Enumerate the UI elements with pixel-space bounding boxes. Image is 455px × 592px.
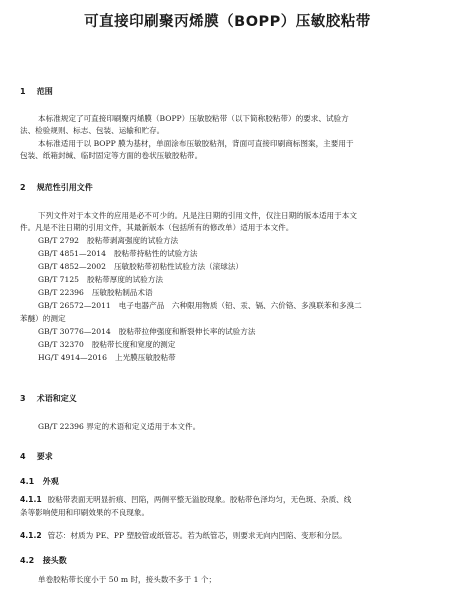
scope-paragraph-1-line-1: 本标准规定了可直接印刷聚丙烯膜（BOPP）压敏胶粘带（以下简称胶粘带）的要求、试验方 bbox=[38, 114, 349, 123]
clause-number: 4.1.2 bbox=[20, 531, 42, 540]
joints-paragraph: 单卷胶粘带长度小于 50 m 时，接头数不多于 1 个； bbox=[38, 575, 217, 584]
reference-code: GB/T 22396 bbox=[38, 288, 84, 297]
reference-title: 胶粘带持粘性的试验方法 bbox=[113, 249, 198, 258]
reference-item bbox=[38, 248, 197, 261]
reference-item bbox=[38, 261, 243, 274]
scope-paragraph-2-line-2: 包装、纸箱封缄、临时固定等方面的卷状压敏胶粘带。 bbox=[20, 151, 203, 160]
reference-item bbox=[38, 274, 163, 287]
terms-paragraph: GB/T 22396 界定的术语和定义适用于本文件。 bbox=[38, 422, 201, 431]
scope-paragraph-2-line-1: 本标准适用于以 BOPP 膜为基材，单面涂布压敏胶粘剂，背面可直接印刷商标图案，主要用于 bbox=[38, 139, 354, 148]
reference-title: 胶粘带长度和宽度的测定 bbox=[91, 340, 176, 349]
section-number: 1 bbox=[20, 87, 26, 96]
section-1-heading bbox=[20, 86, 53, 97]
section-2-heading bbox=[20, 182, 93, 193]
section-number: 4 bbox=[20, 452, 26, 461]
subsection-4-1-heading bbox=[20, 476, 59, 487]
reference-item-continuation bbox=[20, 313, 66, 326]
reference-title: 电子电器产品 六种限用物质（铅、汞、镉、六价铬、多溴联苯和多溴二 bbox=[118, 301, 362, 310]
subsection-4-2-heading bbox=[20, 555, 67, 566]
section-4-heading bbox=[20, 451, 53, 462]
section-3-heading bbox=[20, 393, 77, 404]
clause-text: 胶粘带表面无明显折痕、凹陷，两侧平整无溢胶现象。胶粘带色泽均匀，无色斑、杂质、线 bbox=[47, 495, 352, 504]
subsection-number: 4.1 bbox=[20, 477, 35, 486]
clause-4-1-1-line-2: 条等影响使用和印刷效果的不良现象。 bbox=[20, 508, 150, 517]
clause-4-1-2 bbox=[20, 530, 347, 543]
section-title: 范围 bbox=[36, 87, 53, 96]
reference-title: 压敏胶粘制品术语 bbox=[91, 288, 153, 297]
subsection-number: 4.2 bbox=[20, 556, 35, 565]
reference-title: 胶粘带拉伸强度和断裂伸长率的试验方法 bbox=[118, 327, 256, 336]
reference-title: 压敏胶粘带初粘性试验方法（滚球法） bbox=[113, 262, 244, 271]
reference-item bbox=[38, 352, 176, 365]
reference-code: GB/T 7125 bbox=[38, 275, 80, 284]
subsection-title: 外观 bbox=[42, 477, 59, 486]
reference-code: GB/T 4851—2014 bbox=[38, 249, 106, 258]
reference-title: 胶粘带厚度的试验方法 bbox=[87, 275, 163, 284]
reference-title: 苯醚）的测定 bbox=[20, 314, 66, 323]
reference-title: 胶粘带剥离强度的试验方法 bbox=[87, 236, 179, 245]
reference-item bbox=[38, 339, 175, 352]
subsection-title: 接头数 bbox=[42, 556, 67, 565]
reference-title: 上光膜压敏胶粘带 bbox=[114, 353, 176, 362]
document-title: 可直接印刷聚丙烯膜（BOPP）压敏胶粘带 bbox=[84, 14, 371, 30]
reference-code: HG/T 4914—2016 bbox=[38, 353, 107, 362]
references-intro-line-2: 件。凡是不注日期的引用文件，其最新版本（包括所有的修改单）适用于本文件。 bbox=[20, 223, 294, 232]
references-intro-line-1: 下列文件对于本文件的应用是必不可少的。凡是注日期的引用文件，仅注日期的版本适用于本文 bbox=[38, 211, 357, 220]
reference-code: GB/T 2792 bbox=[38, 236, 80, 245]
reference-item bbox=[38, 300, 362, 313]
section-title: 规范性引用文件 bbox=[36, 183, 93, 192]
section-number: 3 bbox=[20, 394, 26, 403]
reference-item bbox=[38, 326, 255, 339]
scope-paragraph-1-line-2: 法、检验规则、标志、包装、运输和贮存。 bbox=[20, 126, 165, 135]
clause-number: 4.1.1 bbox=[20, 495, 42, 504]
clause-text: 管芯：材质为 PE、PP 塑胶管或纸管芯。若为纸管芯，则要求无向内凹陷、变形和分层。 bbox=[47, 531, 347, 540]
reference-item bbox=[38, 235, 178, 248]
section-title: 术语和定义 bbox=[36, 394, 77, 403]
reference-code: GB/T 30776—2014 bbox=[38, 327, 111, 336]
reference-code: GB/T 4852—2002 bbox=[38, 262, 106, 271]
section-title: 要求 bbox=[36, 452, 53, 461]
section-number: 2 bbox=[20, 183, 26, 192]
reference-item bbox=[38, 287, 153, 300]
reference-code: GB/T 26572—2011 bbox=[38, 301, 111, 310]
clause-4-1-1-line-1 bbox=[20, 494, 351, 507]
reference-code: GB/T 32370 bbox=[38, 340, 84, 349]
